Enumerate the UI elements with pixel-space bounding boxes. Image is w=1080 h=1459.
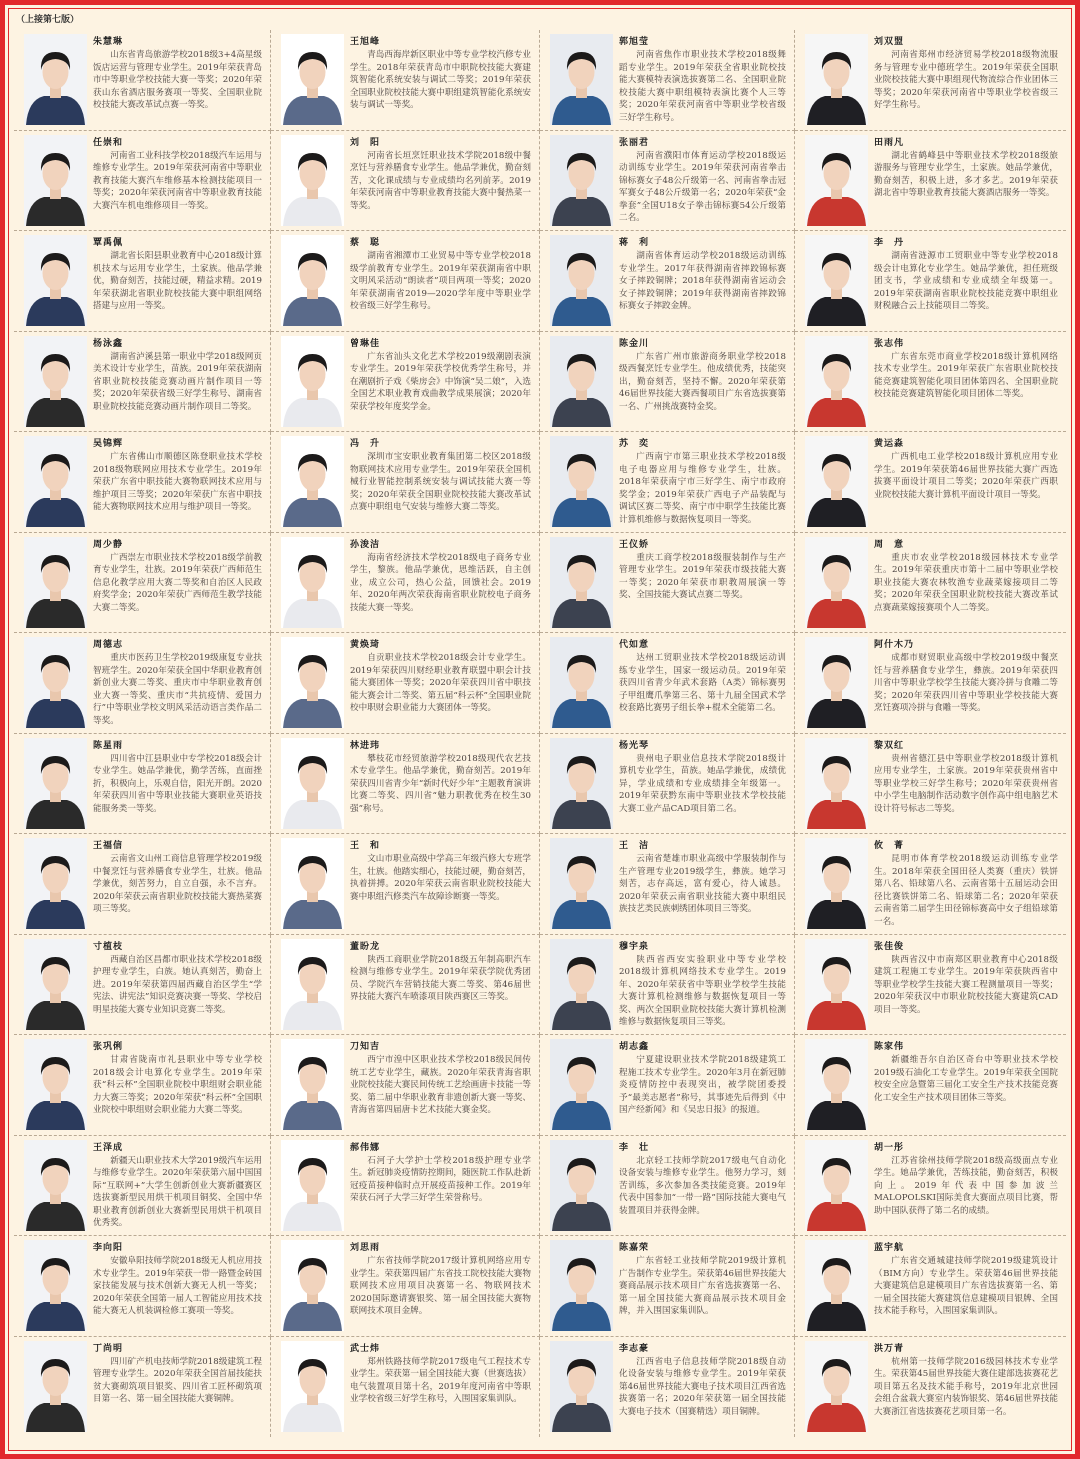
student-name: 黄运淼 (874, 439, 905, 449)
person-portrait-icon (281, 838, 344, 929)
student-bio: 新疆维吾尔自治区奇台中等职业技术学校2019级石油化工专业学生。2019年荣获全国院校安全应急暨第三届化工安全生产技术技能竞赛化工安全生产技术项目团体三等奖。 (874, 1055, 1058, 1103)
student-name: 黄焕琦 (350, 640, 381, 650)
student-profile (795, 30, 1066, 131)
student-profile (271, 332, 540, 433)
student-bio: 河南省焦作市职业技术学校2018级舞蹈专业学生。2019年荣获全省职业院校技能大赛模特表演选拔赛第二名、全国职业院校技能大赛中职组模特表演比赛个人三等奖；2020年荣获河南省中等职业学校省级三好学生称号。 (619, 50, 786, 123)
portrait-photo (550, 1240, 613, 1331)
person-portrait-icon (550, 1140, 613, 1231)
portrait-photo (281, 637, 344, 728)
portrait-photo (24, 336, 87, 427)
portrait-photo (805, 1341, 868, 1432)
person-portrait-icon (24, 436, 87, 527)
portrait-photo (281, 235, 344, 326)
student-bio: 自贡职业技术学校2018级会计专业学生。2019年荣获四川财经职业教育联盟中职会计技能大赛团体一等奖；2020年荣获四川省中职技能大赛会计二等奖、第五届“科云杯”全国职业院校中职财会职业能力大赛团体一等奖。 (350, 653, 531, 714)
person-portrait-icon (24, 838, 87, 929)
student-name: 张丽君 (619, 137, 650, 148)
student-profile (795, 935, 1066, 1036)
portrait-photo (805, 436, 868, 527)
portrait-photo (281, 537, 344, 628)
person-portrait-icon (550, 1039, 613, 1130)
student-profile (540, 1337, 795, 1438)
person-portrait-icon (805, 336, 868, 427)
student-profile (14, 231, 271, 332)
portrait-photo (805, 537, 868, 628)
person-portrait-icon (805, 738, 868, 829)
student-profile (14, 633, 271, 734)
student-profile (795, 332, 1066, 433)
student-bio: 四川省中江县职业中专学校2018级会计专业学生。她品学兼优，勤学苦练，直面挫折，积极向上，乐观自信，阳光开朗。2020年荣获四川省中等职业技能大赛职业英语技能服务类一等奖。 (93, 753, 262, 814)
portrait-photo (281, 1140, 344, 1231)
student-profile (14, 1035, 271, 1136)
student-name: 胡一彤 (874, 1142, 905, 1153)
student-name: 郭旭莹 (619, 37, 650, 47)
student-profile (14, 834, 271, 935)
student-bio: 陕西工商职业学院2018级五年制高职汽车检测与维修专业学生。2019年荣获学院优秀团员、学院汽车营销技能大赛二等奖、第46届世界技能大赛汽车喷漆项目陕西赛区三等奖。 (350, 954, 531, 1003)
person-portrait-icon (805, 1341, 868, 1432)
student-profile (540, 332, 795, 433)
student-profile (271, 1236, 540, 1337)
student-name: 陈金川 (619, 338, 650, 349)
portrait-photo (805, 235, 868, 326)
student-name: 张志伟 (874, 338, 905, 349)
student-profile (540, 834, 795, 935)
student-profile (795, 1136, 1066, 1237)
student-profile (271, 432, 540, 533)
portrait-photo (281, 135, 344, 226)
student-bio: 广东省汕头文化艺术学校2019级潮剧表演专业学生。2019年荣获学校优秀学生称号，并在潮剧折子戏《柴房会》中饰演“吴二娘”，入选全国艺术职业教育戏曲教学成果展演；2020年荣获学校年度奖学金。 (350, 351, 531, 412)
student-bio: 海南省经济技术学校2018级电子商务专业学生，黎族。他品学兼优，思维活跃，自主创业，成立公司，热心公益，回馈社会。2019年、2020年两次荣获海南省职业院校电子商务技能大赛一等奖。 (350, 552, 531, 613)
person-portrait-icon (281, 939, 344, 1030)
student-profile (540, 533, 795, 634)
student-profile (795, 231, 1066, 332)
student-name: 张巩俐 (93, 1042, 124, 1052)
person-portrait-icon (24, 34, 87, 125)
portrait-photo (550, 637, 613, 728)
portrait-photo (805, 135, 868, 226)
student-bio: 广东省广州市旅游商务职业学校2018级西餐烹饪专业学生。他成绩优秀，技能突出，勤奋刻苦，坚持不懈。2020年荣获第46届世界技能大赛西餐项目广东省选拔赛第一名、广州挑战赛特金奖。 (619, 351, 786, 412)
student-bio: 云南省文山州工商信息管理学校2019级中餐烹饪与营养膳食专业学生，壮族。他品学兼优，刻苦努力，自立自强，永不言弃。2020年荣获云南省职业院校技能大赛热菜赛项三等奖。 (93, 854, 262, 915)
student-name: 丁尚明 (93, 1343, 124, 1354)
person-portrait-icon (24, 1039, 87, 1130)
student-name: 周德志 (93, 640, 124, 650)
person-portrait-icon (805, 1140, 868, 1231)
student-bio: 广东省佛山市顺德区陈登职业技术学校2018级物联网应用技术专业学生。2019年荣获广东省中职技能大赛物联网技术应用与维护项目三等奖；2020年荣获广东省中职技能大赛物联网技术应用与维护项目一等奖。 (93, 452, 262, 513)
portrait-photo (550, 738, 613, 829)
student-profile (795, 1035, 1066, 1136)
student-name: 刘 阳 (350, 137, 381, 148)
portrait-photo (281, 436, 344, 527)
student-bio: 广西南宁市第三职业技术学校2018级电子电器应用与维修专业学生，壮族。2018年荣获南宁市三好学生、南宁市政府奖学金；2019年荣获广西电子产品装配与调试区赛二等奖、南宁市中职学生技能比赛计算机维修与数据恢复项目一等奖。 (619, 452, 786, 525)
student-name: 杨光琴 (619, 740, 650, 751)
person-portrait-icon (24, 235, 87, 326)
person-portrait-icon (805, 235, 868, 326)
person-portrait-icon (24, 939, 87, 1030)
student-bio: 湖北省长阳县职业教育中心2018级计算机技术与运用专业学生，土家族。他品学兼优，勤奋刻苦，技能过硬，精益求精。2019年荣获湖北省职业院校技能大赛中职组网络搭建与应用一等奖。 (93, 251, 262, 312)
portrait-photo (550, 1140, 613, 1231)
student-profile (271, 935, 540, 1036)
student-profile (540, 30, 795, 131)
person-portrait-icon (805, 537, 868, 628)
student-name: 林进玮 (350, 740, 381, 751)
person-portrait-icon (281, 537, 344, 628)
person-portrait-icon (550, 34, 613, 125)
student-bio: 宁夏建设职业技术学院2018级建筑工程施工技术专业学生。2020年3月在新冠肺炎疫情防控中表现突出，被学院团委授予“最美志愿者”称号，其事迹先后得到《中国产经新闻》和《吴忠日报》的报道。 (619, 1055, 786, 1116)
student-name: 朱慧琳 (93, 37, 124, 47)
person-portrait-icon (281, 135, 344, 226)
student-bio: 四川矿产机电技师学院2018级建筑工程管理专业学生。2020年荣获全国首届技能扶贫大赛砌筑项目银奖、四川省工匠杯砌筑项目第一名、第一届全国技能大赛铜牌。 (93, 1356, 262, 1405)
person-portrait-icon (281, 1140, 344, 1231)
student-name: 田雨凡 (874, 137, 905, 148)
portrait-photo (550, 336, 613, 427)
person-portrait-icon (550, 235, 613, 326)
person-portrait-icon (805, 436, 868, 527)
portrait-photo (24, 135, 87, 226)
student-name: 刀知吉 (350, 1042, 381, 1052)
student-bio: 云南省楚雄市职业高级中学服装制作与生产管理专业2019级学生，彝族。她学习刻苦，志存高远，富有爱心，待人诚恳。2020年荣获云南省职业技能大赛中职组民族技艺类民族刺绣团体项目三等奖。 (619, 854, 786, 915)
person-portrait-icon (550, 537, 613, 628)
student-profile (540, 1035, 795, 1136)
student-bio: 江苏省徐州技师学院2018级高级面点专业学生。她品学兼优，苦练技能，勤奋刻苦，积极向上。2019年代表中国参加波兰MALOPOLSKI国际美食大赛面点项目比赛，帮助中国队获得了第二名的成绩。 (874, 1155, 1058, 1216)
student-bio: 湖南省涟源市工贸职业中等专业学校2018级会计电算化专业学生。她品学兼优，担任班级团支书，学业成绩和专业成绩全年级第一。2019年荣获湖南省职业院校技能竞赛中职组业财税融合云上技能项目二等奖。 (874, 251, 1058, 312)
student-name: 郝伟娜 (350, 1142, 381, 1153)
student-bio: 河南省工业科技学校2018级汽车运用与维修专业学生。2019年荣获河南省中等职业教育技能大赛汽车维修基本检测技能项目一等奖；2020年荣获河南省中等职业教育技能大赛汽车机电维修项目一等奖。 (93, 150, 262, 211)
student-name: 董盼龙 (350, 941, 381, 952)
student-profile (271, 131, 540, 232)
portrait-photo (24, 939, 87, 1030)
student-bio: 甘肃省陇南市礼县职业中等专业学校2018级会计电算化专业学生。2019年荣获“科云杯”全国职业院校中职组财会职业能力大赛三等奖；2020年荣获“科云杯”全国职业院校中职组财会职业能力大赛二等奖。 (93, 1055, 262, 1116)
student-profile (271, 734, 540, 835)
person-portrait-icon (550, 637, 613, 728)
student-name: 周 意 (874, 539, 905, 550)
student-name: 代如意 (619, 640, 650, 650)
student-bio: 广西崇左市职业技术学校2018级学前教育专业学生，壮族。2019年荣获广西师范生信息化教学应用大赛二等奖和自治区人民政府奖学金；2020年荣获广西师范生教学技能大赛二等奖。 (93, 552, 262, 613)
student-bio: 北京轻工技师学院2017级电气自动化设备安装与维修专业学生。他努力学习，刻苦训练，多次参加各类技能竞赛。2019年代表中国参加“一带一路”国际技能大赛电气装置项目并获得金牌。 (619, 1155, 786, 1216)
person-portrait-icon (550, 336, 613, 427)
portrait-photo (24, 738, 87, 829)
person-portrait-icon (805, 1039, 868, 1130)
student-bio: 湖北省鹤峰县中等职业技术学校2018级旅游服务与管理专业学生，土家族。她品学兼优，勤奋刻苦，积极上进，多才多艺。2019年荣获湖北省中等职业教育技能大赛酒店服务一等奖。 (874, 150, 1058, 199)
student-name: 阿什木乃 (874, 640, 915, 650)
student-name: 孙浚洁 (350, 539, 381, 550)
person-portrait-icon (281, 637, 344, 728)
portrait-photo (550, 436, 613, 527)
person-portrait-icon (281, 1341, 344, 1432)
person-portrait-icon (550, 1341, 613, 1432)
person-portrait-icon (281, 738, 344, 829)
student-bio: 成都市财贸职业高级中学校2019级中餐烹饪与营养膳食专业学生，彝族。2019年荣获四川省中等职业学校学生技能大赛冷拼与食雕二等奖；2020年荣获四川省中等职业学校技能大赛烹饪赛项冷拼与食雕一等奖。 (874, 653, 1058, 714)
student-profile (271, 231, 540, 332)
portrait-photo (281, 738, 344, 829)
continued-from-label: （上接第七版） (16, 15, 80, 25)
person-portrait-icon (805, 838, 868, 929)
portrait-photo (281, 1341, 344, 1432)
portrait-photo (281, 838, 344, 929)
student-profile (271, 834, 540, 935)
person-portrait-icon (281, 436, 344, 527)
portrait-photo (24, 1039, 87, 1130)
student-profile (14, 30, 271, 131)
portrait-photo (24, 838, 87, 929)
student-profile (14, 1337, 271, 1438)
student-name: 陈嘉荣 (619, 1243, 650, 1253)
portrait-photo (550, 1039, 613, 1130)
student-name: 王福信 (93, 841, 124, 851)
student-bio: 河南省长垣烹饪职业技术学院2018级中餐烹饪与营养膳食专业学生。他品学兼优，勤奋刻苦，文化课成绩与专业成绩均名列前茅。2019年荣获河南省中等职业教育技能大赛中餐热菜一等奖。 (350, 150, 531, 211)
student-profile (14, 533, 271, 634)
student-name: 李 壮 (619, 1142, 650, 1153)
person-portrait-icon (281, 336, 344, 427)
person-portrait-icon (24, 1341, 87, 1432)
student-profile (540, 633, 795, 734)
person-portrait-icon (24, 1140, 87, 1231)
student-profile (271, 633, 540, 734)
student-name: 胡志鑫 (619, 1042, 650, 1052)
student-bio: 达州工贸职业技术学校2018级运动训练专业学生，国家一级运动员。2019年荣获四川省青少年武术套路（A类）锦标赛男子甲组鹰爪拳第三名、第十九届全国武术学校套路比赛男子组长拳+棍术全能第二名。 (619, 653, 786, 714)
student-bio: 重庆市医药卫生学校2019级康复专业扶智班学生。2020年荣获全国中华职业教育创新创业大赛二等奖、重庆市中华职业教育创业大赛一等奖、重庆市“共抗疫情、爱国力行”中等职业学校文明风采活动语言类作品二等奖。 (93, 653, 262, 726)
student-name: 刘双盟 (874, 37, 905, 47)
portrait-photo (805, 637, 868, 728)
person-portrait-icon (24, 1240, 87, 1331)
portrait-photo (24, 537, 87, 628)
student-name: 李 丹 (874, 238, 905, 248)
student-bio: 贵州电子职业信息技术学院2018级计算机专业学生，苗族。她品学兼优，成绩优异，学业成绩和专业成绩排全年级第一。2019年荣获黔东南中等职业技术学校技能大赛工业产品CAD项目第二名。 (619, 753, 786, 814)
portrait-photo (805, 34, 868, 125)
student-profile (540, 935, 795, 1036)
student-profile (795, 834, 1066, 935)
student-name: 冯 升 (350, 439, 381, 449)
portrait-photo (805, 1240, 868, 1331)
student-bio: 湖南省湘潭市工业贸易中等专业学校2018级学前教育专业学生。2019年荣获湖南省中职文明风采活动“朗读者”项目两项一等奖；2020年荣获湖南省2019—2020学年度中等职业学校省级三好学生称号。 (350, 251, 531, 312)
student-name: 李志豪 (619, 1343, 650, 1354)
student-name: 洪万青 (874, 1343, 905, 1354)
student-profile-grid (14, 30, 1066, 1437)
student-bio: 河南省濮阳市体育运动学校2018级运动训练专业学生。2019年荣获河南省拳击锦标赛女子48公斤级第一名、河南省拳击冠军赛女子48公斤级第一名；2020年荣获“金拳套”全国U18女子拳击锦标赛54公斤级第二名。 (619, 150, 786, 224)
person-portrait-icon (550, 135, 613, 226)
student-name: 攸 菁 (874, 841, 905, 851)
person-portrait-icon (24, 135, 87, 226)
student-name: 蓝宇航 (874, 1243, 905, 1253)
student-name: 周少静 (93, 539, 124, 550)
student-profile (14, 734, 271, 835)
student-profile (795, 1337, 1066, 1438)
person-portrait-icon (550, 436, 613, 527)
student-bio: 新疆天山职业技术大学2019级汽车运用与维修专业学生。2020年荣获第六届中国国际“互联网+”大学生创新创业大赛新疆赛区选拔赛新型民用烘干机项目铜奖、全国中华职业教育创新创业大赛新型民用烘干机项目优秀奖。 (93, 1155, 262, 1229)
person-portrait-icon (281, 1039, 344, 1130)
portrait-photo (805, 1039, 868, 1130)
student-name: 任崇和 (93, 137, 124, 148)
portrait-photo (550, 1341, 613, 1432)
student-profile (14, 1136, 271, 1237)
student-name: 王 洁 (619, 841, 650, 851)
student-bio: 重庆市农业学校2018级园林技术专业学生。2019年荣获重庆市第十二届中等职业学校职业技能大赛农林牧渔专业蔬菜嫁接项目二等奖；2020年荣获全国职业院校技能大赛改革试点赛蔬菜嫁接赛项个人二等奖。 (874, 552, 1058, 613)
student-name: 武士炜 (350, 1343, 381, 1354)
student-bio: 攀枝花市经贸旅游学校2018级现代农艺技术专业学生。他品学兼优，勤奋刻苦。2019年荣获四川省青少年“新时代好少年”主题教育演讲比赛二等奖、四川省“魅力职教优秀在校生30强”称号。 (350, 753, 531, 814)
student-profile (540, 1136, 795, 1237)
student-name: 王泽成 (93, 1142, 124, 1153)
student-name: 覃禹佩 (93, 238, 124, 248)
student-bio: 重庆工商学校2018级服装制作与生产管理专业学生。2019年荣获市级技能大赛一等奖；2020年荣获市职教周展演一等奖、全国技能大赛试点赛二等奖。 (619, 552, 786, 601)
student-bio: 昆明市体育学校2018级运动训练专业学生。2018年荣获全国田径人类赛（重庆）铁饼第八名、铅球第八名、云南省第十五届运动会田径比赛铁饼第二名、铅球第二名；2020年荣获云南省第二届学生田径锦标赛高中女子组铅球第一名。 (874, 854, 1058, 927)
portrait-photo (805, 1140, 868, 1231)
student-bio: 广东省技师学院2017级计算机网络应用专业学生。荣获第四届广东省技工院校技能大赛物联网技术应用项目决赛第一名、物联网技术2020国际邀请赛银奖、第一届全国技能大赛物联网技术项目金牌。 (350, 1256, 531, 1317)
portrait-photo (281, 939, 344, 1030)
portrait-photo (24, 1140, 87, 1231)
portrait-photo (550, 135, 613, 226)
student-profile (795, 633, 1066, 734)
student-profile (795, 533, 1066, 634)
student-profile (271, 1035, 540, 1136)
person-portrait-icon (281, 34, 344, 125)
student-name: 黎双红 (874, 740, 905, 751)
student-profile (271, 1337, 540, 1438)
student-profile (795, 131, 1066, 232)
student-name: 曾琳佳 (350, 338, 381, 349)
student-name: 刘思雨 (350, 1243, 381, 1253)
student-bio: 陕西省汉中市南郑区职业教育中心2018级建筑工程施工专业学生。2019年荣获陕西省中等职业学校学生技能大赛工程测量项目一等奖；2020年荣获汉中市职业院校技能大赛建筑CAD项目一等奖。 (874, 954, 1058, 1015)
student-name: 王旭峰 (350, 37, 381, 47)
student-name: 穆宇泉 (619, 941, 650, 952)
student-name: 王 和 (350, 841, 381, 851)
portrait-photo (550, 838, 613, 929)
student-profile (795, 432, 1066, 533)
student-bio: 山东省青岛旅游学校2018级3+4高星级饭店运营与管理专业学生。2019年荣获青岛市中等职业学校技能大赛一等奖；2020年荣获山东省酒店服务赛项一等奖、全国职业院校技能大赛改革试点赛一等奖。 (93, 50, 262, 111)
student-profile (540, 432, 795, 533)
portrait-photo (805, 838, 868, 929)
student-profile (14, 332, 271, 433)
portrait-photo (281, 34, 344, 125)
student-name: 王仪娇 (619, 539, 650, 550)
student-bio: 郑州铁路技师学院2017级电气工程技术专业学生。荣获第一届全国技能大赛（世赛选拔）电气装置项目第十名，2019年度河南省中等职业学校省级三好学生称号，入围国家集训队。 (350, 1356, 531, 1405)
person-portrait-icon (805, 34, 868, 125)
student-bio: 广东省东莞市商业学校2018级计算机网络技术专业学生。2019年荣获广东省职业院校技能竞赛建筑智能化项目团体第四名、全国职业院校技能竞赛建筑智能化项目团体二等奖。 (874, 351, 1058, 400)
student-name: 蒋 利 (619, 238, 650, 248)
student-bio: 广东省轻工业技师学院2019级计算机广告制作专业学生。荣获第46届世界技能大赛商品展示技术项目广东省选拔赛第一名、第一届全国技能大赛商品展示技术项目金牌，并入围国家集训队。 (619, 1256, 786, 1317)
person-portrait-icon (24, 637, 87, 728)
portrait-photo (281, 1240, 344, 1331)
student-profile (795, 734, 1066, 835)
portrait-photo (550, 939, 613, 1030)
portrait-photo (805, 939, 868, 1030)
portrait-photo (550, 537, 613, 628)
student-bio: 青岛西海岸新区职业中等专业学校汽修专业学生。2018年荣获青岛市中职院校技能大赛建筑智能化系统安装与调试二等奖；2019年荣获全国职业院校技能大赛中职组建筑智能化系统安装与调试一等奖。 (350, 50, 531, 111)
student-profile (14, 131, 271, 232)
student-name: 蔡 聪 (350, 238, 381, 248)
student-profile (540, 1236, 795, 1337)
student-name: 陈星雨 (93, 740, 124, 751)
student-bio: 河南省郑州市经济贸易学校2018级物流服务与管理专业中德班学生。2019年荣获全国职业院校技能大赛中职组现代物流综合作业团体三等奖；2020年荣获河南省中等职业学校省级三好学生称号。 (874, 50, 1058, 111)
student-profile (271, 533, 540, 634)
person-portrait-icon (805, 1240, 868, 1331)
student-profile (271, 1136, 540, 1237)
person-portrait-icon (550, 1240, 613, 1331)
student-profile (14, 935, 271, 1036)
person-portrait-icon (550, 738, 613, 829)
portrait-photo (550, 235, 613, 326)
person-portrait-icon (281, 1240, 344, 1331)
student-name: 李向阳 (93, 1243, 124, 1253)
portrait-photo (805, 738, 868, 829)
student-bio: 西藏自治区昌都市职业技术学校2018级护理专业学生，白族。她认真刻苦，勤奋上进。2019年荣获第四届西藏自治区学生“学宪法、讲宪法”知识竞赛决赛一等奖、学校启明星技能大赛专业知识竞赛二等奖。 (93, 954, 262, 1015)
student-bio: 石河子大学护士学校2018级护理专业学生。新冠肺炎疫情防控期间，随医院工作队赴新冠疫苗接种临时点开展疫苗接种工作。2019年荣获石河子大学三好学生荣誉称号。 (350, 1155, 531, 1204)
student-bio: 杭州第一技师学院2016级园林技术专业学生。荣获第45届世界技能大赛住建部选拔赛花艺项目第五名及技术能手称号，2019年北京世园会组合盆栽大赛室内装饰银奖、第46届世界技能大赛浙江省选拔赛花艺项目第一名。 (874, 1356, 1058, 1417)
portrait-photo (24, 436, 87, 527)
student-profile (14, 432, 271, 533)
student-name: 寸植枝 (93, 941, 124, 952)
student-profile (540, 734, 795, 835)
student-bio: 湖南省泸溪县第一职业中学2018级网页美术设计专业学生，苗族。2019年荣获湖南省职业院校技能竞赛动画片制作项目一等奖；2020年荣获省级三好学生称号、湖南省职业院校技能竞赛动画片制作项目二等奖。 (93, 351, 262, 412)
student-bio: 湖南省体育运动学校2018级运动训练专业学生。2017年获得湖南省摔跤锦标赛女子摔跤铜牌；2018年获得湖南省运动会女子摔跤铜牌；2019年获得湖南省摔跤锦标赛女子摔跤金牌。 (619, 251, 786, 312)
person-portrait-icon (805, 135, 868, 226)
portrait-photo (24, 235, 87, 326)
portrait-photo (550, 34, 613, 125)
person-portrait-icon (550, 838, 613, 929)
portrait-photo (805, 336, 868, 427)
person-portrait-icon (550, 939, 613, 1030)
student-bio: 广东省交通城建技师学院2019级建筑设计（BIM方向）专业学生。荣获第46届世界技能大赛建筑信息建模项目广东省选拔赛第一名、第一届全国技能大赛建筑信息建模项目银牌、全国技术能手称号，入围国家集训队。 (874, 1256, 1058, 1317)
student-bio: 广西机电工业学校2018级计算机应用专业学生。2019年荣获第46届世界技能大赛广西选拔赛平面设计项目二等奖；2020年荣获广西职业院校技能大赛计算机平面设计项目一等奖。 (874, 452, 1058, 500)
student-bio: 贵州省德江县中等职业学校2018级计算机应用专业学生，土家族。2019年荣获贵州省中等职业学校三好学生称号；2020年荣获贵州省中小学生电脑制作活动数字创作高中组电脑艺术设计符号标志二等奖。 (874, 753, 1058, 814)
person-portrait-icon (805, 637, 868, 728)
student-profile (14, 1236, 271, 1337)
person-portrait-icon (805, 939, 868, 1030)
student-bio: 陕西省西安实验职业中等专业学校2018级计算机网络技术专业学生。2019年、2020年荣获省中等职业学校学生技能大赛计算机检测维修与数据恢复项目一等奖、两次全国职业院校技能大赛计算机检测维修与数据恢复项目三等奖。 (619, 954, 786, 1028)
student-bio: 深圳市宝安职业教育集团第二校区2018级物联网技术应用专业学生。2019年荣获全国机械行业智能控制系统安装与调试技能大赛一等奖；2020年荣获全国职业院校技能大赛改革试点赛中职组电气安装与维修大赛二等奖。 (350, 452, 531, 513)
student-name: 陈家伟 (874, 1042, 905, 1052)
portrait-photo (281, 336, 344, 427)
portrait-photo (24, 1240, 87, 1331)
student-profile (271, 30, 540, 131)
portrait-photo (24, 637, 87, 728)
portrait-photo (24, 34, 87, 125)
student-name: 张佳俊 (874, 941, 905, 952)
student-name: 杨泳鑫 (93, 338, 124, 349)
portrait-photo (24, 1341, 87, 1432)
person-portrait-icon (24, 738, 87, 829)
portrait-photo (281, 1039, 344, 1130)
person-portrait-icon (24, 537, 87, 628)
student-name: 吴锦辉 (93, 439, 124, 449)
student-profile (540, 231, 795, 332)
student-profile (540, 131, 795, 232)
student-name: 苏 奕 (619, 439, 650, 449)
student-bio: 安徽阜阳技师学院2018级无人机应用技术专业学生。2019年荣获一带一路暨金砖国家技能发展与技术创新大赛无人机一等奖；2020年荣获全国第一届人工智能应用技术技能大赛无人机装调检修工赛项一等奖。 (93, 1256, 262, 1317)
student-bio: 文山市职业高级中学高三年级汽修大专班学生，壮族。他踏实细心，技能过硬，勤奋刻苦，执着拼搏。2020年荣获云南省职业院校技能大赛中职组汽修类汽车故障诊断赛一等奖。 (350, 854, 531, 902)
student-bio: 江西省电子信息技师学院2018级自动化设备安装与维修专业学生。2019年荣获第46届世界技能大赛电子技术项目江西省选拔赛第一名；2020年荣获第一届全国技能大赛电子技术（国赛精选）项目铜牌。 (619, 1356, 786, 1417)
person-portrait-icon (24, 336, 87, 427)
student-bio: 西宁市湟中区职业技术学校2018级民间传统工艺专业学生，藏族。2020年荣获青海省职业院校技能大赛民间传统工艺绘画唐卡技能一等奖、第二届中华职业教育非遗创新大赛一等奖、青海省第四届唐卡艺术技能大赛金奖。 (350, 1055, 531, 1116)
person-portrait-icon (281, 235, 344, 326)
student-profile (795, 1236, 1066, 1337)
